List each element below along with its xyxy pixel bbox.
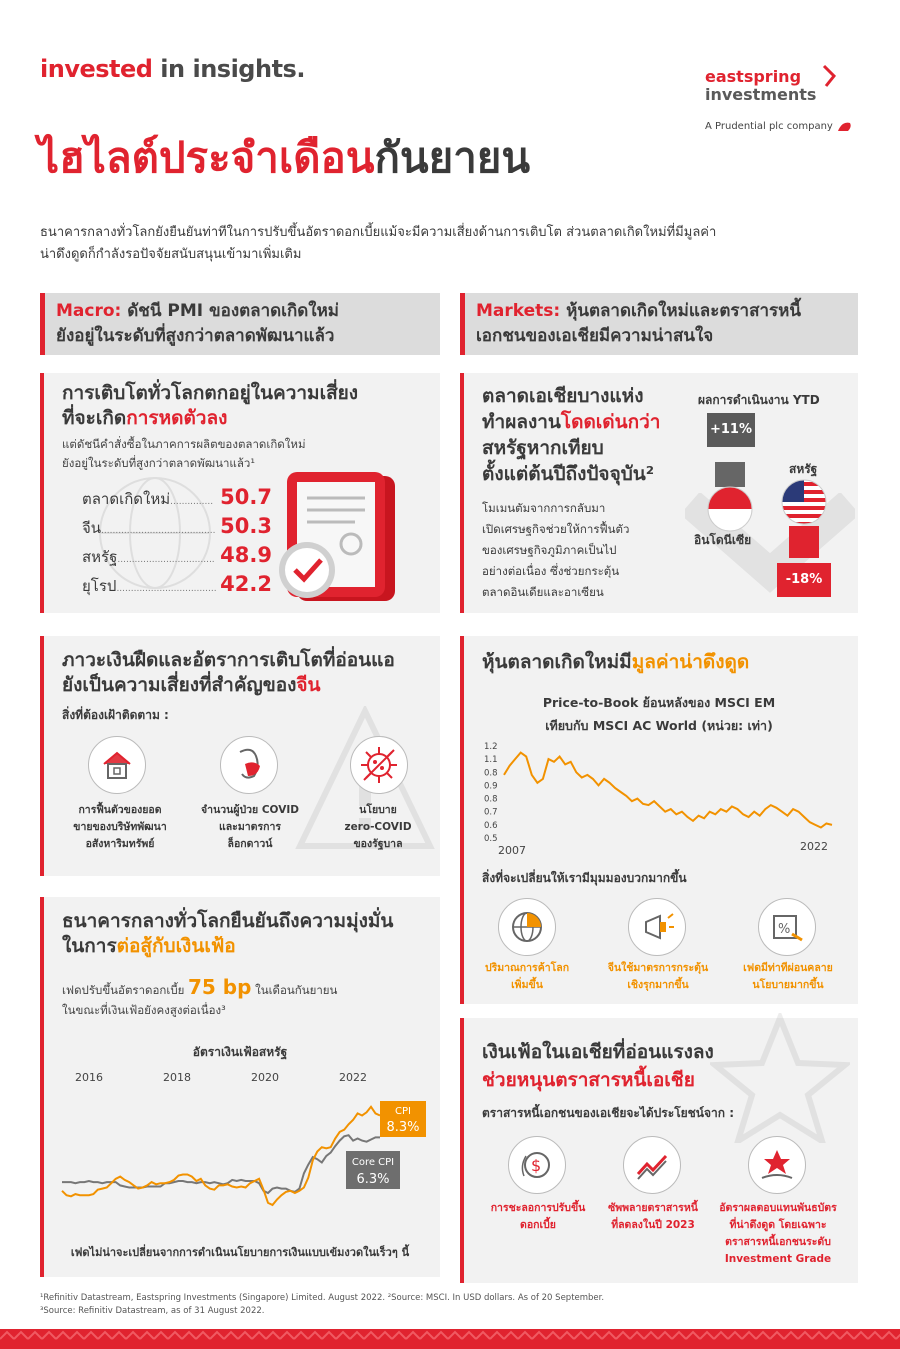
svg-text:$: $ <box>531 1156 542 1175</box>
asia-bonds-title: เงินเฟ้อในเอเชียที่อ่อนแรงลง ช่วยหนุนตราสารหนี้เอเชีย <box>482 1041 714 1091</box>
cpi-x-tick: 2018 <box>163 1071 191 1084</box>
logo-line2: investments <box>705 85 817 104</box>
pmi-row-dots: .................................. <box>117 555 215 565</box>
pb-y-tick: 0.6 <box>484 820 498 831</box>
fed-desc: เฟดปรับขึ้นอัตราดอกเบี้ย 75 bp ในเดือนกันยายน ในขณะที่เงินเฟ้อยังคงสูงต่อเนื่อง³ <box>62 975 338 1017</box>
page-title: ไฮไลต์ประจำเดือนกันยายน <box>38 133 531 182</box>
pmi-row-value: 42.2 <box>220 572 272 596</box>
us-label: สหรัฐ <box>789 462 818 476</box>
cpi-chart <box>50 1067 430 1227</box>
pmi-row-dots: ................................... <box>116 584 217 594</box>
pmi-list <box>82 485 272 601</box>
china-item-3: นโยบาย zero-COVID ของรัฐบาล <box>344 804 412 850</box>
prudential-tagline: A Prudential plc company <box>705 119 875 133</box>
indonesia-value-badge: +11% <box>707 413 755 447</box>
pb-series <box>504 753 832 828</box>
bonds-item-2: ซัพพลายตราสารหนี้ ที่ลดลงในปี 2023 <box>608 1202 698 1231</box>
fed-panel <box>40 897 440 1277</box>
asia-equity-desc: โมเมนตัมจากการกลับมา เปิดเศรษฐกิจช่วยให้การฟื้นตัว ของเศรษฐกิจภูมิภาคเป็นไป อย่างต่อเนื่อง ซึ่งช่วยกระตุ้น ตลาดอินเดียและอาเซียน <box>482 501 630 599</box>
percent-icon <box>758 898 816 956</box>
brand-invested: invested <box>40 55 153 83</box>
macro-header: Macro: ดัชนี PMI ของตลาดเกิดใหม่ ยังอยู่ในระดับที่สูงกว่าตลาดพัฒนาแล้ว <box>40 293 440 355</box>
star-hand-icon <box>748 1136 806 1194</box>
trend-icon <box>623 1136 681 1194</box>
pb-y-tick: 0.7 <box>484 807 498 818</box>
cpi-value-label <box>380 1101 426 1137</box>
certificate-icon <box>275 468 405 608</box>
asia-bonds-sub: ตราสารหนี้เอกชนของเอเชียจะได้ประโยชน์จาก : <box>482 1106 735 1120</box>
markets-header: Markets: หุ้นตลาดเกิดใหม่และตราสารหนี้ เอกชนของเอเชียมีความน่าสนใจ <box>460 293 858 355</box>
valuation-item-1: ปริมาณการค้าโลก เพิ่มขึ้น <box>484 962 570 991</box>
star-watermark-icon <box>710 1013 850 1143</box>
intro-text: ธนาคารกลางทั่วโลกยังยืนยันท่าทีในการปรับขึ้นอัตราดอกเบี้ยแม้จะมีความเสี่ยงด้านการเติบโต ส่วนตลาดเกิดใหม่ที่มีมูลค่า น่าดึงดูดก็กำลังรอปัจจัยสนับสนุนเข้ามาเพิ่มเติม <box>40 225 717 262</box>
svg-text:%: % <box>778 922 791 937</box>
bonds-item-3: อัตราผลตอบแทนพันธบัตร ที่น่าดึงดูด โดยเฉพาะ ตราสารหนี้เอกชนระดับ Investment Grade <box>719 1202 837 1265</box>
pmi-row-value: 48.9 <box>220 543 272 567</box>
lion-icon <box>836 119 854 133</box>
pb-y-tick: 0.8 <box>484 768 498 779</box>
valuation-item-2: จีนใช้มาตรการกระตุ้น เชิงรุกมากขึ้น <box>607 962 709 991</box>
china-watch-label: สิ่งที่ต้องเฝ้าติดตาม : <box>62 708 169 722</box>
asia-equity-panel <box>460 373 858 613</box>
us-value-badge: -18% <box>777 563 831 597</box>
valuation-title: หุ้นตลาดเกิดใหม่มีมูลค่าน่าดึงดูด <box>482 651 750 673</box>
pmi-row-label: ยุโรป <box>82 577 117 595</box>
pmi-title: การเติบโตทั่วโลกตกอยู่ในความเสี่ยง ที่จะเกิดการหดตัวลง <box>62 382 359 429</box>
china-item-1: การฟื้นตัวของยอด ขายของบริษัทพัฒนา อสังหาริมทรัพย์ <box>73 804 167 850</box>
pmi-row-label: สหรัฐ <box>82 548 118 566</box>
pmi-row <box>82 543 272 572</box>
svg-text:Core CPI: Core CPI <box>351 1157 395 1168</box>
cpi-chart-title: อัตราเงินเฟ้อสหรัฐ <box>192 1045 288 1059</box>
cpi-x-tick: 2022 <box>339 1071 367 1084</box>
svg-text:CPI: CPI <box>395 1106 411 1117</box>
bonds-item-1: การชะลอการปรับขึ้น ดอกเบี้ย <box>490 1202 586 1231</box>
pmi-row-dots: ........................................ <box>101 526 216 536</box>
pmi-row-dots: ............... <box>170 497 214 507</box>
positive-label: สิ่งที่จะเปลี่ยนให้เรามีมุมมองบวกมากขึ้น <box>482 871 687 885</box>
pb-y-tick: 0.9 <box>484 781 498 792</box>
pmi-row <box>82 514 272 543</box>
pb-y-tick: 0.5 <box>484 834 498 844</box>
cpi-x-tick: 2020 <box>251 1071 279 1084</box>
pmi-desc: แต่ดัชนีคำสั่งซื้อในภาคการผลิตของตลาดเกิดใหม่ ยังอยู่ในระดับที่สูงกว่าตลาดพัฒนาแล้ว¹ <box>62 437 306 470</box>
house-icon <box>88 736 146 794</box>
pmi-row-label: ตลาดเกิดใหม่ <box>82 490 171 508</box>
pmi-row-value: 50.3 <box>220 514 272 538</box>
indonesia-flag-icon <box>706 485 754 533</box>
pb-chart-title: Price-to-Book ย้อนหลังของ MSCI EM เทียบกับ MSCI AC World (หน่วย: เท่า) <box>542 695 776 733</box>
ytd-label: ผลการดำเนินงาน YTD <box>698 393 820 407</box>
indonesia-bar <box>715 462 745 487</box>
dollar-icon <box>508 1136 566 1194</box>
pmi-row-label: จีน <box>82 519 102 537</box>
pb-x-tick: 2007 <box>498 844 526 857</box>
eastspring-logo <box>705 68 865 104</box>
pmi-row <box>82 485 272 514</box>
pmi-row-value: 50.7 <box>220 485 272 509</box>
virus-icon <box>350 736 408 794</box>
us-bar <box>789 526 819 558</box>
asia-equity-title: ตลาดเอเชียบางแห่ง ทำผลงานโดดเด่นกว่า สหรัฐหากเทียบ ตั้งแต่ต้นปีถึงปัจจุบัน² <box>482 385 661 485</box>
asia-bonds-panel <box>460 1018 858 1283</box>
logo-line1: eastspring <box>705 67 802 86</box>
logo-swoosh-icon <box>820 62 850 92</box>
brand-insights: in insights. <box>152 55 305 83</box>
china-panel <box>40 636 440 876</box>
china-title: ภาวะเงินฝืดและอัตราการเติบโตที่อ่อนแอ ยังเป็นความเสี่ยงที่สำคัญของจีน <box>62 649 395 696</box>
pb-x-tick: 2022 <box>800 840 828 853</box>
pmi-row <box>82 572 272 601</box>
pb-chart <box>470 738 850 858</box>
pmi-panel <box>40 373 440 613</box>
fed-title: ธนาคารกลางทั่วโลกยืนยันถึงความมุ่งมั่น ในการต่อสู้กับเงินเฟ้อ <box>62 910 394 957</box>
footnotes: ¹Refinitiv Datastream, Eastspring Investments (Singapore) Limited. August 2022. ²Source: MSCI. In USD dollars. As of 20 September. ³Source: Refinitiv Datastream, as of 31 August 2022. <box>40 1293 605 1316</box>
china-item-2: จำนวนผู้ป่วย COVID และมาตรการ ล็อกดาวน์ <box>201 804 299 850</box>
pb-y-tick: 1.2 <box>484 742 498 752</box>
cpi-series-cpi <box>62 1107 380 1205</box>
valuation-item-3: เฟดมีท่าทีผ่อนคลาย นโยบายมากขึ้น <box>743 962 833 991</box>
pb-y-tick: 1.1 <box>484 755 498 766</box>
globe-icon <box>498 898 556 956</box>
valuation-panel <box>460 636 858 1004</box>
us-flag-icon <box>780 478 828 526</box>
mask-icon <box>220 736 278 794</box>
brand-tagline <box>40 55 305 83</box>
indonesia-label: อินโดนีเซีย <box>694 533 752 547</box>
megaphone-icon <box>628 898 686 956</box>
core-cpi-value-label <box>346 1151 400 1189</box>
svg-text:8.3%: 8.3% <box>386 1120 420 1135</box>
pb-y-tick: 0.8 <box>484 794 498 805</box>
cpi-x-tick: 2016 <box>75 1071 103 1084</box>
svg-text:6.3%: 6.3% <box>356 1172 390 1187</box>
fed-footer: เฟดไม่น่าจะเปลี่ยนจากการดำเนินนโยบายการเงินแบบเข้มงวดในเร็วๆ นี้ <box>70 1246 410 1259</box>
bottom-band <box>0 1329 900 1349</box>
